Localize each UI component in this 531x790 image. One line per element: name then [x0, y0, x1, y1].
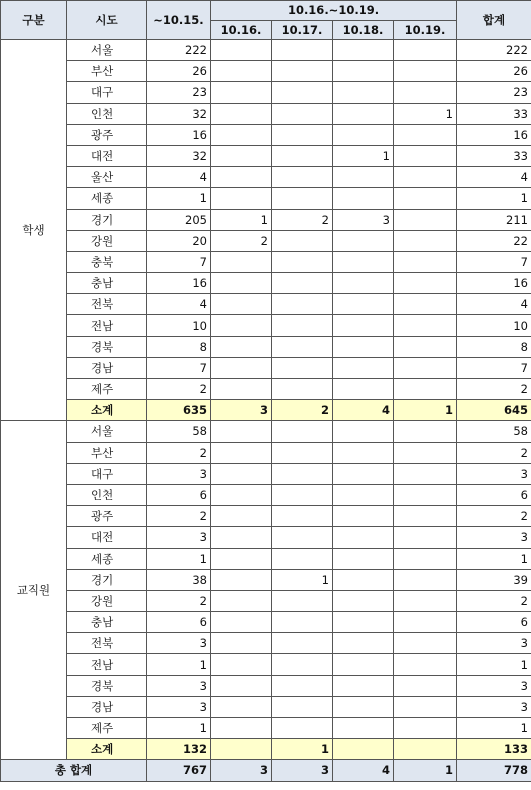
- table-row: [1, 251, 531, 272]
- table-body: [1, 40, 531, 782]
- total-cell: 1: [457, 718, 531, 739]
- until-cell: 6: [147, 612, 211, 633]
- d17-cell: 2: [272, 209, 333, 230]
- d17-cell: [272, 548, 333, 569]
- region-cell: 대구: [67, 82, 147, 103]
- region-cell: 서울: [67, 421, 147, 442]
- d17-cell: [272, 633, 333, 654]
- grand-total-d18-cell: 4: [333, 760, 394, 781]
- until-cell: 2: [147, 442, 211, 463]
- d18-cell: [333, 590, 394, 611]
- d19-cell: 1: [394, 103, 457, 124]
- d19-cell: [394, 273, 457, 294]
- d17-cell: [272, 696, 333, 717]
- region-cell: 강원: [67, 590, 147, 611]
- d17-cell: [272, 506, 333, 527]
- d17-cell: [272, 82, 333, 103]
- table-row: [1, 124, 531, 145]
- d17-cell: [272, 145, 333, 166]
- d16-cell: 2: [211, 230, 272, 251]
- d16-cell: [211, 675, 272, 696]
- d16-cell: [211, 654, 272, 675]
- d19-cell: [394, 612, 457, 633]
- region-cell: 경기: [67, 569, 147, 590]
- region-cell: 울산: [67, 167, 147, 188]
- table-row: [1, 294, 531, 315]
- total-cell: 4: [457, 294, 531, 315]
- total-cell: 1: [457, 548, 531, 569]
- subtotal-until-cell: 132: [147, 739, 211, 760]
- until-cell: 1: [147, 548, 211, 569]
- region-cell: 제주: [67, 718, 147, 739]
- table-row: [1, 612, 531, 633]
- d17-cell: [272, 484, 333, 505]
- d17-cell: [272, 421, 333, 442]
- table-row: [1, 61, 531, 82]
- until-cell: 2: [147, 379, 211, 400]
- until-cell: 2: [147, 506, 211, 527]
- until-cell: 222: [147, 40, 211, 61]
- d18-cell: [333, 230, 394, 251]
- d19-cell: [394, 315, 457, 336]
- d18-cell: [333, 61, 394, 82]
- region-cell: 서울: [67, 40, 147, 61]
- d19-cell: [394, 675, 457, 696]
- d19-cell: [394, 251, 457, 272]
- grand-total-row: [1, 760, 531, 781]
- total-cell: 22: [457, 230, 531, 251]
- d18-cell: [333, 379, 394, 400]
- total-cell: 23: [457, 82, 531, 103]
- region-cell: 충북: [67, 251, 147, 272]
- d19-cell: [394, 61, 457, 82]
- d18-cell: [333, 82, 394, 103]
- table-row: [1, 442, 531, 463]
- header-1016: 10.16.: [211, 20, 272, 40]
- table-row: [1, 675, 531, 696]
- group-label: 교직원: [1, 421, 67, 760]
- d18-cell: [333, 463, 394, 484]
- d16-cell: [211, 527, 272, 548]
- region-cell: 충남: [67, 273, 147, 294]
- table-row: [1, 696, 531, 717]
- grand-total-d19-cell: 1: [394, 760, 457, 781]
- until-cell: 23: [147, 82, 211, 103]
- header-category: 구분: [1, 1, 67, 40]
- region-cell: 광주: [67, 506, 147, 527]
- d16-cell: [211, 569, 272, 590]
- region-cell: 대전: [67, 527, 147, 548]
- d16-cell: [211, 251, 272, 272]
- total-cell: 211: [457, 209, 531, 230]
- until-cell: 3: [147, 527, 211, 548]
- until-cell: 205: [147, 209, 211, 230]
- d18-cell: [333, 40, 394, 61]
- region-cell: 경남: [67, 696, 147, 717]
- until-cell: 16: [147, 273, 211, 294]
- region-cell: 전북: [67, 294, 147, 315]
- d16-cell: [211, 421, 272, 442]
- d19-cell: [394, 82, 457, 103]
- table-row: [1, 82, 531, 103]
- table-row: [1, 103, 531, 124]
- table-row: [1, 357, 531, 378]
- total-cell: 3: [457, 633, 531, 654]
- d19-cell: [394, 124, 457, 145]
- d16-cell: 1: [211, 209, 272, 230]
- total-cell: 33: [457, 103, 531, 124]
- until-cell: 1: [147, 188, 211, 209]
- d17-cell: [272, 379, 333, 400]
- subtotal-total-cell: 645: [457, 400, 531, 421]
- region-cell: 대구: [67, 463, 147, 484]
- subtotal-row: [1, 739, 531, 760]
- subtotal-total-cell: 133: [457, 739, 531, 760]
- region-cell: 경기: [67, 209, 147, 230]
- total-cell: 3: [457, 675, 531, 696]
- d17-cell: 1: [272, 569, 333, 590]
- until-cell: 3: [147, 696, 211, 717]
- d17-cell: [272, 315, 333, 336]
- until-cell: 3: [147, 463, 211, 484]
- d19-cell: [394, 696, 457, 717]
- d19-cell: [394, 167, 457, 188]
- total-cell: 39: [457, 569, 531, 590]
- total-cell: 4: [457, 167, 531, 188]
- d16-cell: [211, 696, 272, 717]
- d16-cell: [211, 484, 272, 505]
- total-cell: 3: [457, 463, 531, 484]
- until-cell: 10: [147, 315, 211, 336]
- d17-cell: [272, 103, 333, 124]
- table-row: [1, 633, 531, 654]
- d17-cell: [272, 188, 333, 209]
- d19-cell: [394, 230, 457, 251]
- table-row: [1, 188, 531, 209]
- subtotal-d17-cell: 2: [272, 400, 333, 421]
- until-cell: 16: [147, 124, 211, 145]
- total-cell: 16: [457, 273, 531, 294]
- table-row: [1, 718, 531, 739]
- d18-cell: [333, 484, 394, 505]
- d17-cell: [272, 612, 333, 633]
- d17-cell: [272, 357, 333, 378]
- table-row: [1, 421, 531, 442]
- d19-cell: [394, 484, 457, 505]
- d19-cell: [394, 548, 457, 569]
- table-row: [1, 273, 531, 294]
- d19-cell: [394, 718, 457, 739]
- d17-cell: [272, 251, 333, 272]
- d19-cell: [394, 442, 457, 463]
- d18-cell: [333, 273, 394, 294]
- table-row: [1, 40, 531, 61]
- subtotal-row: [1, 400, 531, 421]
- region-cell: 인천: [67, 103, 147, 124]
- header-1019: 10.19.: [394, 20, 457, 40]
- region-cell: 세종: [67, 188, 147, 209]
- d18-cell: [333, 675, 394, 696]
- region-cell: 인천: [67, 484, 147, 505]
- subtotal-d16-cell: 3: [211, 400, 272, 421]
- region-cell: 제주: [67, 379, 147, 400]
- d16-cell: [211, 506, 272, 527]
- d16-cell: [211, 145, 272, 166]
- d19-cell: [394, 336, 457, 357]
- subtotal-d18-cell: 4: [333, 400, 394, 421]
- d18-cell: [333, 612, 394, 633]
- region-cell: 부산: [67, 442, 147, 463]
- until-cell: 32: [147, 103, 211, 124]
- d18-cell: [333, 654, 394, 675]
- total-cell: 2: [457, 379, 531, 400]
- total-cell: 3: [457, 527, 531, 548]
- total-cell: 7: [457, 357, 531, 378]
- d18-cell: [333, 527, 394, 548]
- d17-cell: [272, 124, 333, 145]
- table-row: [1, 230, 531, 251]
- table-row: [1, 654, 531, 675]
- d18-cell: [333, 633, 394, 654]
- d16-cell: [211, 463, 272, 484]
- until-cell: 1: [147, 654, 211, 675]
- subtotal-label: 소계: [67, 739, 147, 760]
- grand-total-total-cell: 778: [457, 760, 531, 781]
- d17-cell: [272, 442, 333, 463]
- total-cell: 2: [457, 506, 531, 527]
- d16-cell: [211, 590, 272, 611]
- d18-cell: [333, 251, 394, 272]
- d16-cell: [211, 633, 272, 654]
- d18-cell: 3: [333, 209, 394, 230]
- d16-cell: [211, 273, 272, 294]
- until-cell: 8: [147, 336, 211, 357]
- region-cell: 경북: [67, 336, 147, 357]
- total-cell: 58: [457, 421, 531, 442]
- until-cell: 7: [147, 251, 211, 272]
- table-row: [1, 527, 531, 548]
- group-label: 학생: [1, 40, 67, 421]
- table-row: [1, 569, 531, 590]
- until-cell: 3: [147, 675, 211, 696]
- d16-cell: [211, 336, 272, 357]
- table-row: [1, 209, 531, 230]
- region-cell: 광주: [67, 124, 147, 145]
- total-cell: 10: [457, 315, 531, 336]
- total-cell: 6: [457, 484, 531, 505]
- region-cell: 대전: [67, 145, 147, 166]
- d17-cell: [272, 718, 333, 739]
- d19-cell: [394, 654, 457, 675]
- d19-cell: [394, 40, 457, 61]
- d17-cell: [272, 294, 333, 315]
- total-cell: 6: [457, 612, 531, 633]
- total-cell: 7: [457, 251, 531, 272]
- d18-cell: 1: [333, 145, 394, 166]
- until-cell: 58: [147, 421, 211, 442]
- grand-total-until-cell: 767: [147, 760, 211, 781]
- until-cell: 2: [147, 590, 211, 611]
- d16-cell: [211, 167, 272, 188]
- until-cell: 32: [147, 145, 211, 166]
- region-cell: 전남: [67, 315, 147, 336]
- subtotal-d18-cell: [333, 739, 394, 760]
- d17-cell: [272, 590, 333, 611]
- total-cell: 1: [457, 654, 531, 675]
- total-cell: 33: [457, 145, 531, 166]
- d16-cell: [211, 548, 272, 569]
- table-row: [1, 590, 531, 611]
- grand-total-d16-cell: 3: [211, 760, 272, 781]
- d19-cell: [394, 145, 457, 166]
- region-cell: 전북: [67, 633, 147, 654]
- total-cell: 16: [457, 124, 531, 145]
- d17-cell: [272, 167, 333, 188]
- table-row: [1, 315, 531, 336]
- until-cell: 1: [147, 718, 211, 739]
- table-row: [1, 167, 531, 188]
- d18-cell: [333, 336, 394, 357]
- header-region: 시도: [67, 1, 147, 40]
- d16-cell: [211, 315, 272, 336]
- d16-cell: [211, 294, 272, 315]
- subtotal-label: 소계: [67, 400, 147, 421]
- until-cell: 6: [147, 484, 211, 505]
- region-cell: 경남: [67, 357, 147, 378]
- d19-cell: [394, 569, 457, 590]
- d16-cell: [211, 103, 272, 124]
- d16-cell: [211, 612, 272, 633]
- region-cell: 강원: [67, 230, 147, 251]
- d16-cell: [211, 188, 272, 209]
- d16-cell: [211, 357, 272, 378]
- table-row: [1, 145, 531, 166]
- d17-cell: [272, 463, 333, 484]
- subtotal-d19-cell: [394, 739, 457, 760]
- d18-cell: [333, 696, 394, 717]
- grand-total-label: 총 합계: [1, 760, 147, 781]
- header-until-1015: ~10.15.: [147, 1, 211, 40]
- d18-cell: [333, 294, 394, 315]
- header-1018: 10.18.: [333, 20, 394, 40]
- d18-cell: [333, 548, 394, 569]
- d19-cell: [394, 357, 457, 378]
- total-cell: 26: [457, 61, 531, 82]
- d17-cell: [272, 61, 333, 82]
- until-cell: 38: [147, 569, 211, 590]
- d16-cell: [211, 379, 272, 400]
- d19-cell: [394, 463, 457, 484]
- table-row: [1, 336, 531, 357]
- d17-cell: [272, 654, 333, 675]
- d18-cell: [333, 315, 394, 336]
- d18-cell: [333, 442, 394, 463]
- total-cell: 8: [457, 336, 531, 357]
- table-row: [1, 379, 531, 400]
- d17-cell: [272, 40, 333, 61]
- region-cell: 전남: [67, 654, 147, 675]
- subtotal-d19-cell: 1: [394, 400, 457, 421]
- d18-cell: [333, 188, 394, 209]
- d18-cell: [333, 124, 394, 145]
- grand-total-d17-cell: 3: [272, 760, 333, 781]
- header-1017: 10.17.: [272, 20, 333, 40]
- region-cell: 충남: [67, 612, 147, 633]
- d16-cell: [211, 124, 272, 145]
- d18-cell: [333, 569, 394, 590]
- total-cell: 3: [457, 696, 531, 717]
- d16-cell: [211, 40, 272, 61]
- d17-cell: [272, 273, 333, 294]
- until-cell: 3: [147, 633, 211, 654]
- d18-cell: [333, 357, 394, 378]
- d18-cell: [333, 421, 394, 442]
- table-row: [1, 463, 531, 484]
- table-row: [1, 506, 531, 527]
- d18-cell: [333, 506, 394, 527]
- until-cell: 20: [147, 230, 211, 251]
- d16-cell: [211, 82, 272, 103]
- d18-cell: [333, 167, 394, 188]
- total-cell: 1: [457, 188, 531, 209]
- table-row: [1, 548, 531, 569]
- region-cell: 세종: [67, 548, 147, 569]
- d19-cell: [394, 209, 457, 230]
- total-cell: 2: [457, 442, 531, 463]
- d17-cell: [272, 230, 333, 251]
- header-total: 합계: [457, 1, 531, 40]
- total-cell: 2: [457, 590, 531, 611]
- total-cell: 222: [457, 40, 531, 61]
- until-cell: 4: [147, 167, 211, 188]
- d18-cell: [333, 103, 394, 124]
- table-row: [1, 484, 531, 505]
- d17-cell: [272, 675, 333, 696]
- region-cell: 부산: [67, 61, 147, 82]
- until-cell: 4: [147, 294, 211, 315]
- d16-cell: [211, 718, 272, 739]
- until-cell: 26: [147, 61, 211, 82]
- d19-cell: [394, 421, 457, 442]
- d19-cell: [394, 506, 457, 527]
- until-cell: 7: [147, 357, 211, 378]
- d18-cell: [333, 718, 394, 739]
- d19-cell: [394, 379, 457, 400]
- subtotal-d17-cell: 1: [272, 739, 333, 760]
- d19-cell: [394, 590, 457, 611]
- d19-cell: [394, 294, 457, 315]
- d19-cell: [394, 633, 457, 654]
- d19-cell: [394, 527, 457, 548]
- d16-cell: [211, 442, 272, 463]
- subtotal-d16-cell: [211, 739, 272, 760]
- region-cell: 경북: [67, 675, 147, 696]
- d17-cell: [272, 336, 333, 357]
- header-date-range: 10.16.~10.19.: [211, 1, 457, 21]
- d19-cell: [394, 188, 457, 209]
- d17-cell: [272, 527, 333, 548]
- subtotal-until-cell: 635: [147, 400, 211, 421]
- d16-cell: [211, 61, 272, 82]
